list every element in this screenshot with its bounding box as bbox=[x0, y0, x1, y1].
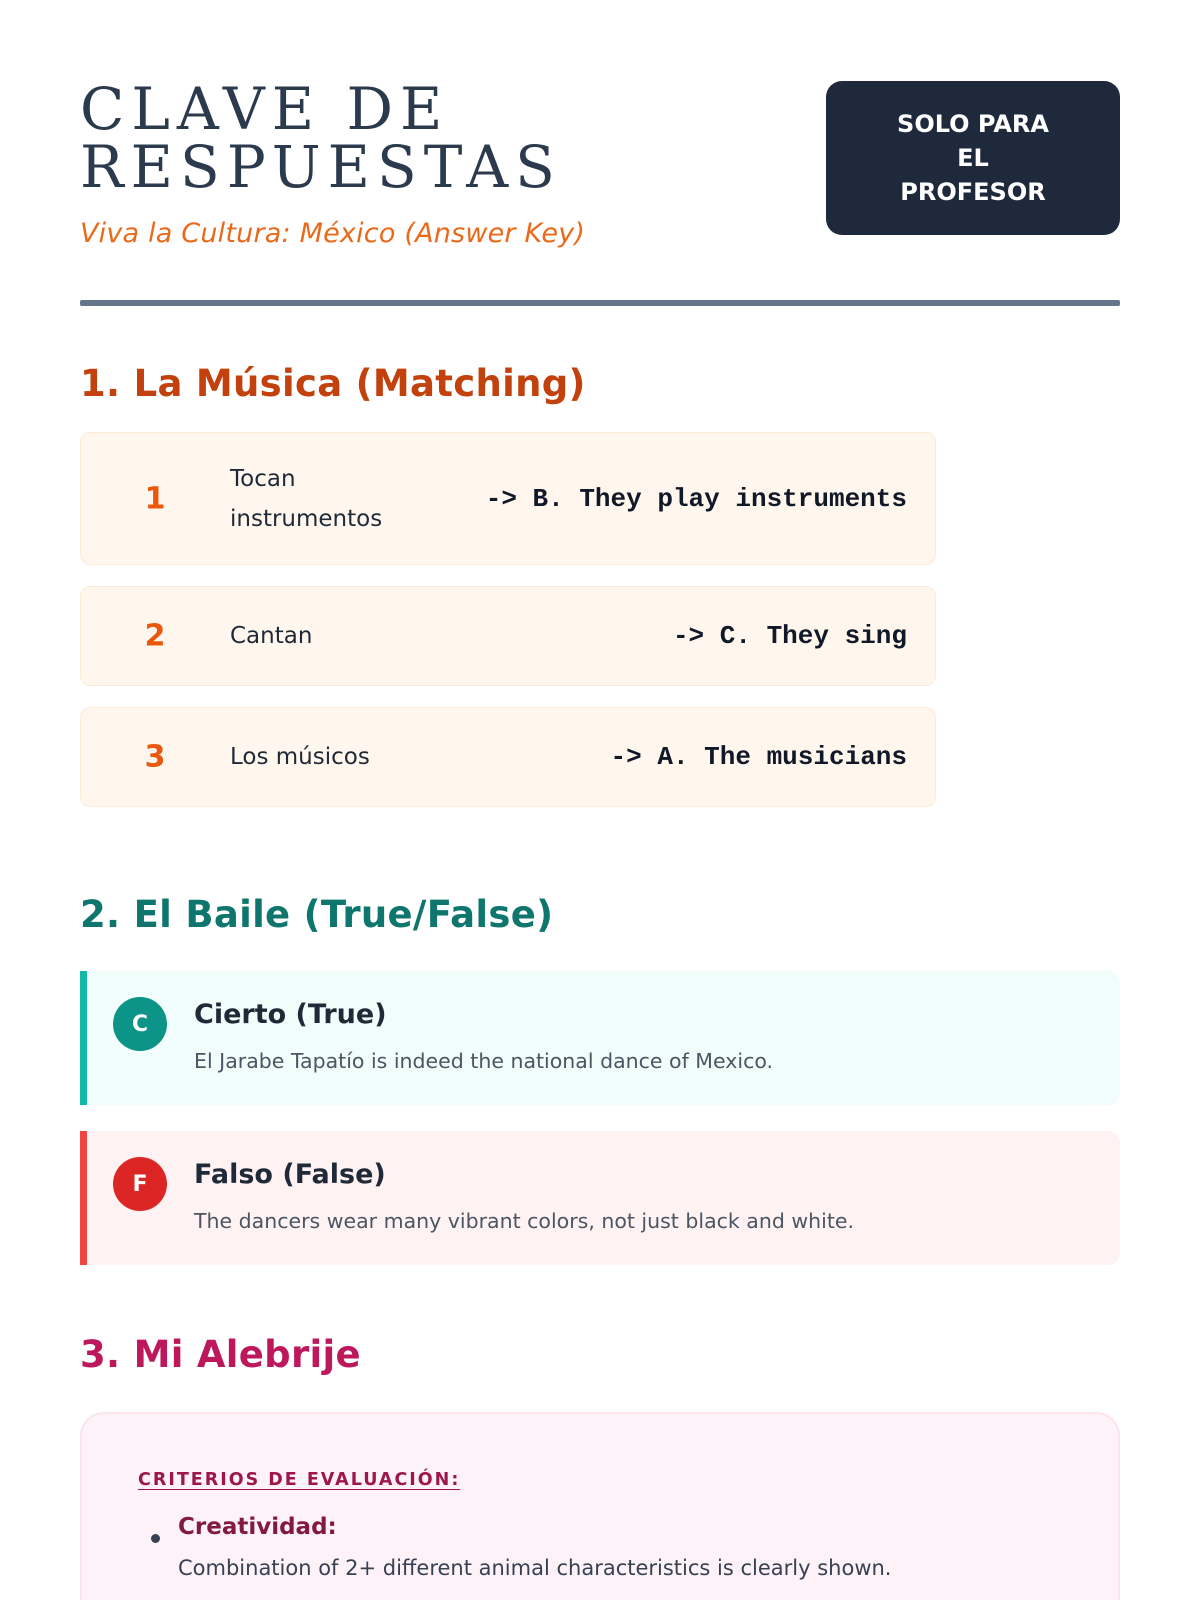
matching-item-number: 3 bbox=[144, 739, 166, 775]
page-subtitle: Viva la Cultura: México (Answer Key) bbox=[80, 218, 586, 249]
matching-item-answer: -> A. The musicians bbox=[610, 742, 907, 772]
matching-item-number: 1 bbox=[144, 481, 166, 516]
true-letter-icon: C bbox=[113, 997, 167, 1051]
music-section-heading: 1. La Música (Matching) bbox=[80, 362, 586, 405]
matching-item-answer: -> B. They play instruments bbox=[485, 483, 907, 514]
true-false-item-true bbox=[80, 971, 1120, 1105]
true-false-item-description: The dancers wear many vibrant colors, not just black and white. bbox=[194, 1209, 854, 1233]
alebrije-section-heading: 3. Mi Alebrije bbox=[80, 1333, 361, 1376]
criteria-label: CRITERIOS DE EVALUACIÓN: bbox=[138, 1470, 461, 1490]
true-false-item-description: El Jarabe Tapatío is indeed the national dance of Mexico. bbox=[194, 1049, 774, 1073]
matching-item bbox=[80, 432, 936, 565]
page-header bbox=[80, 75, 1120, 252]
matching-item-term: Tocan instrumentos bbox=[230, 465, 383, 532]
bullet-icon bbox=[151, 1534, 160, 1543]
teacher-only-badge: SOLO PARA EL PROFESOR bbox=[826, 81, 1120, 235]
criteria-item-description: Combination of 2+ different animal characteristics is clearly shown. bbox=[178, 1556, 892, 1580]
criteria-card bbox=[80, 1412, 1120, 1600]
page-title: CLAVE DE RESPUESTAS bbox=[80, 75, 562, 201]
dance-section-heading: 2. El Baile (True/False) bbox=[80, 893, 554, 936]
matching-item bbox=[80, 707, 936, 807]
true-false-item-false bbox=[80, 1131, 1120, 1265]
matching-item-number: 2 bbox=[144, 618, 166, 654]
false-letter-icon: F bbox=[113, 1157, 167, 1211]
true-false-item-title: Falso (False) bbox=[194, 1159, 386, 1190]
matching-item-answer: -> C. They sing bbox=[672, 621, 907, 651]
matching-item-term: Cantan bbox=[230, 623, 313, 649]
matching-item-term: Los músicos bbox=[230, 744, 370, 770]
true-false-item-title: Cierto (True) bbox=[194, 999, 387, 1030]
matching-item bbox=[80, 586, 936, 686]
criteria-item-title: Creatividad: bbox=[178, 1514, 337, 1540]
header-divider bbox=[80, 300, 1120, 306]
